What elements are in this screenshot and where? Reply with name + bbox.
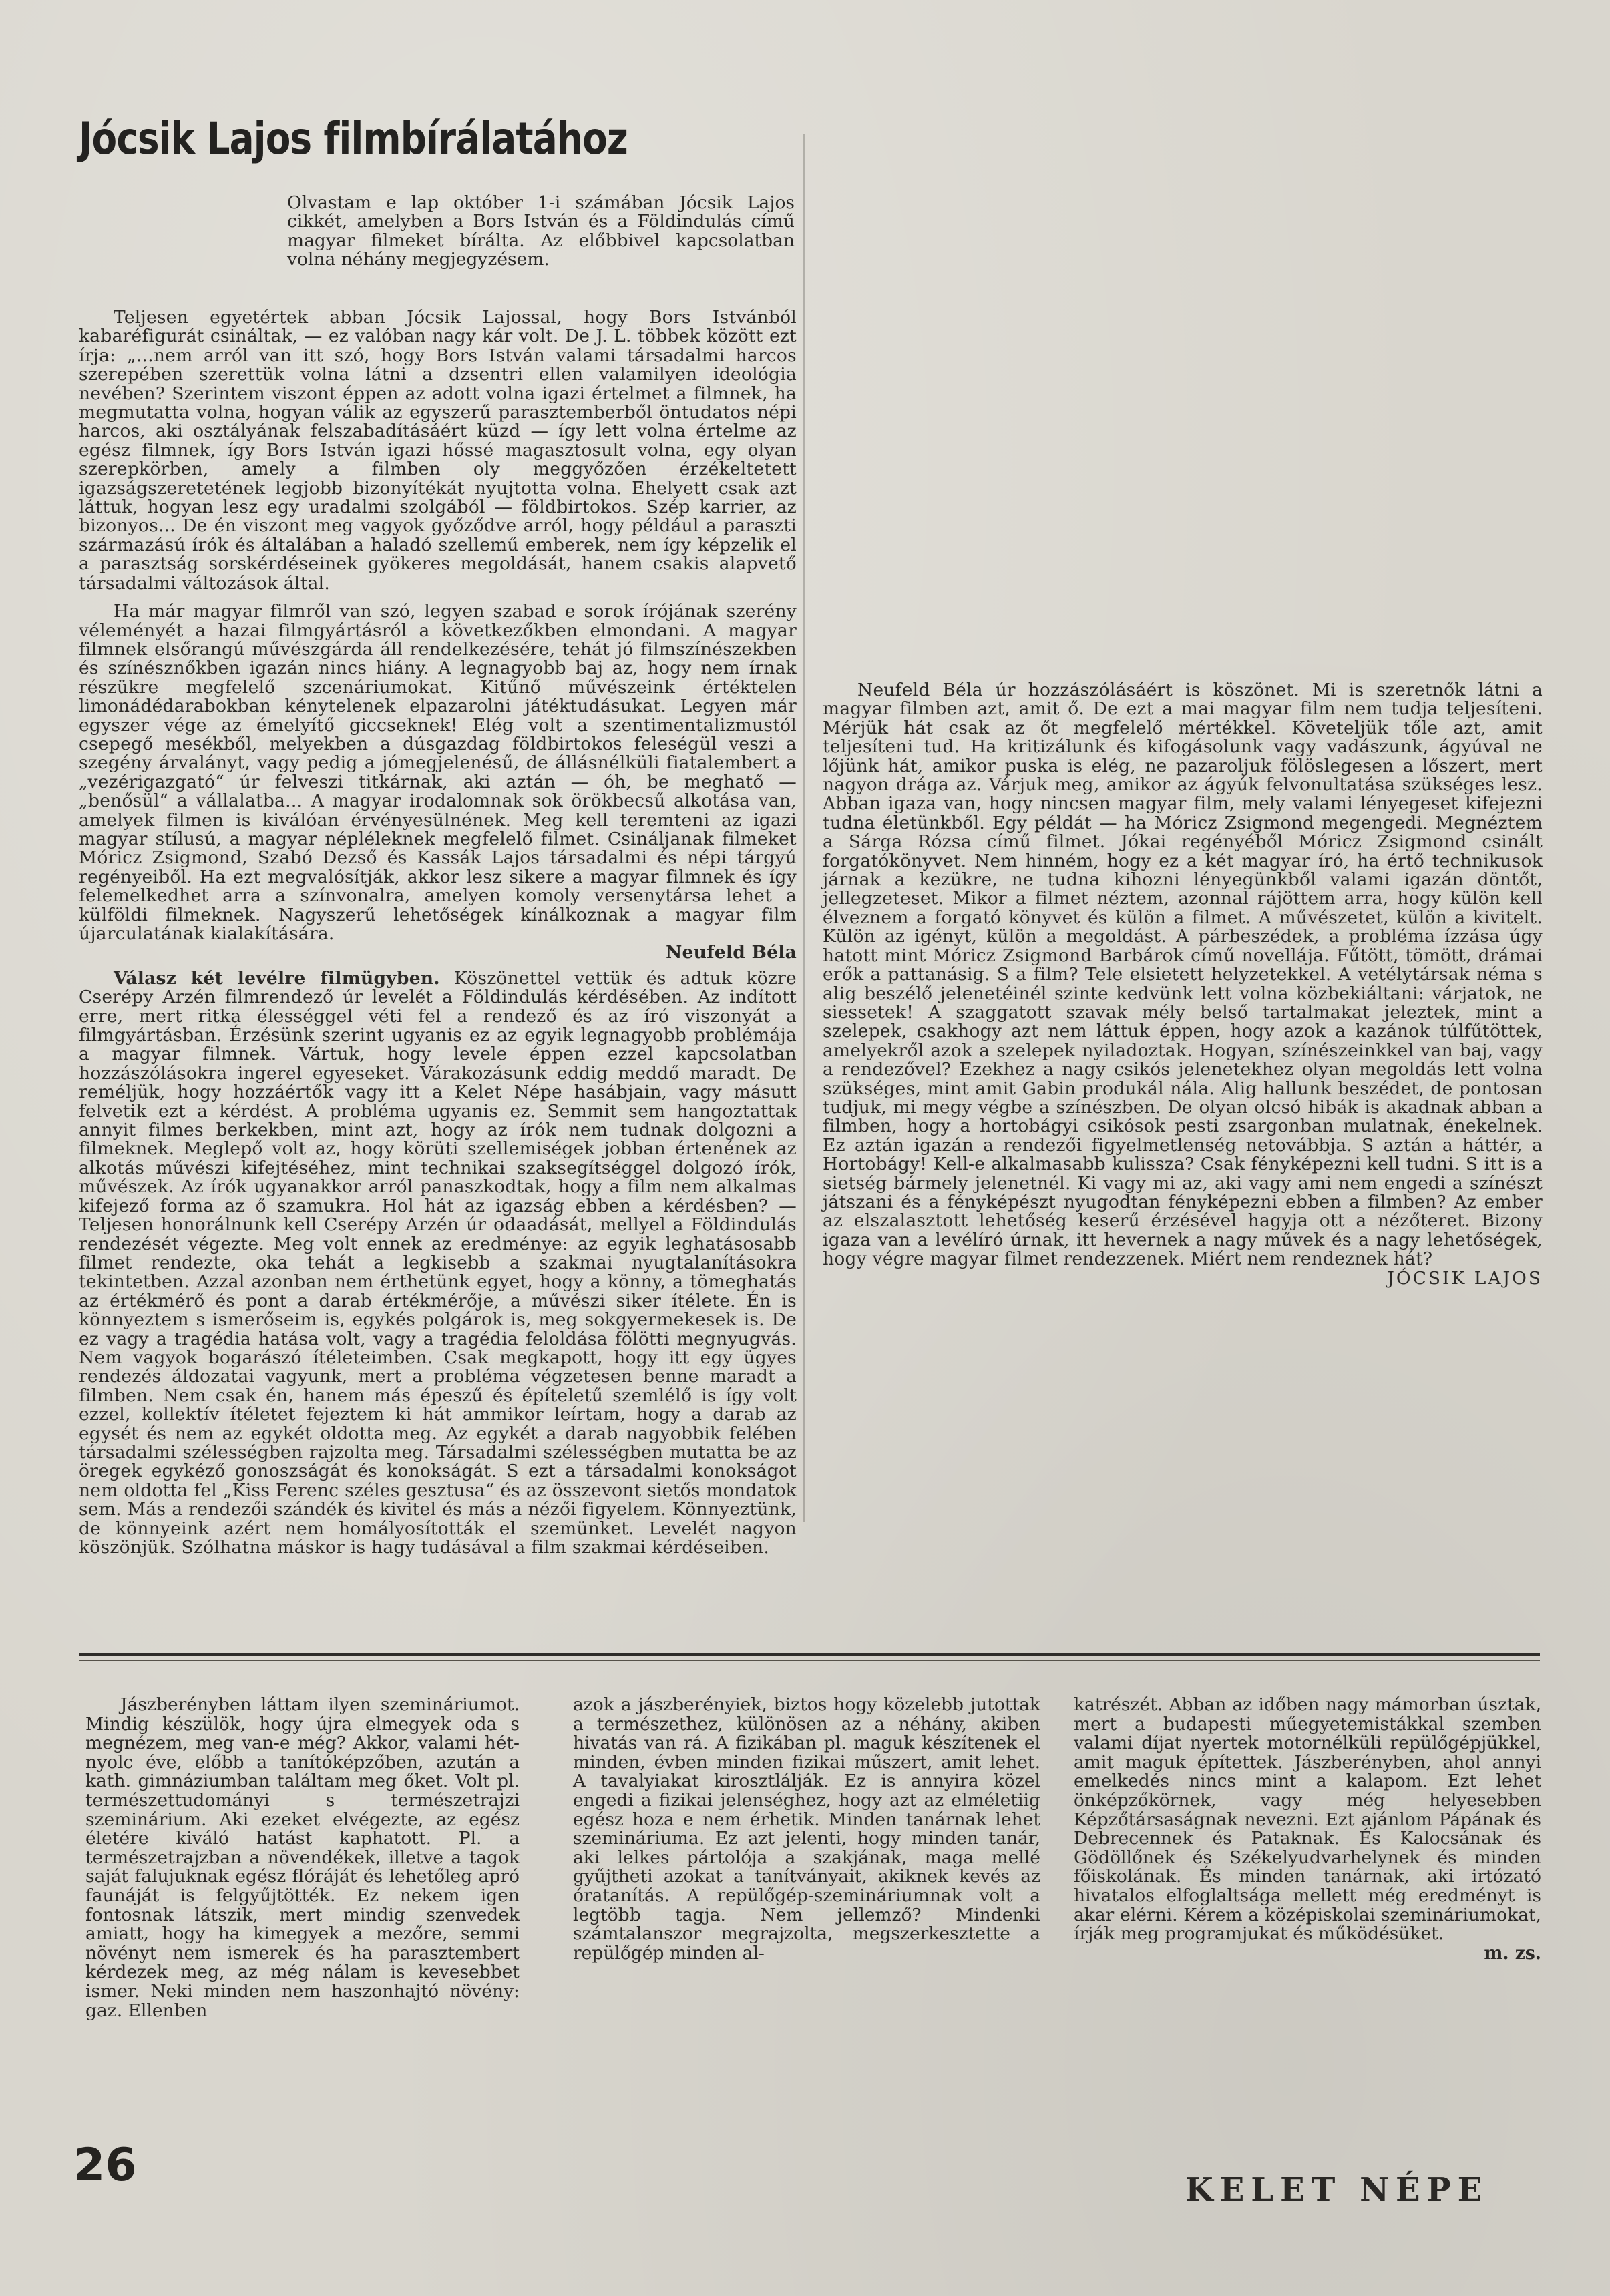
page-number: 26 bbox=[73, 2139, 137, 2192]
bottom-signature: m. zs. bbox=[1484, 1942, 1541, 1964]
bottom-text-3: katrészét. Abban az időben nagy mámorban úsztak, mert a budapesti műegyetemistákkal szemben valami díjat nyertek motornélküli repülőgépjükkel, amit maguk építettek. Jászberényben, ahol annyi emelkedés nincs mint a kalapom. Ezt lehet önképzőkörnek, vagy még helyesebben Képzőtársaságnak nevezni. Ezt ajánlom Pápának és Debrecennek és Pataknak. És Kalocsának és Gödöllőnek és Székelyudvarhelynek és minden főiskolának. És minden tanárnak, aki irtózató hivatalos elfoglaltsága mellett még eredményt is akar elérni. Kérem a középiskolai szemináriumokat, írják meg programjukat és működésüket. bbox=[1074, 1694, 1541, 1945]
footer-title: KELET NÉPE bbox=[1185, 2171, 1489, 2209]
column-divider bbox=[803, 134, 805, 1522]
right-paragraph-1: Neufeld Béla úr hozzászólásáért is köszönet. Mi is szeretnők látni a magyar filmben azt, amit ő. De ezt a mai magyar film nem tudja teljesíteni. Mérjük hát csak az őt megfelelő mértékkel. Követeljük tőle azt, amit teljesíteni tud. Ha kritizálunk és kifogásolunk vagy vadászunk, ágyúval ne lőjünk hát, amikor puska is elég, ne pazaroljuk fölöslegesen a lőszert, mert nagyon drága az. Várjuk meg, amikor az ágyúk felvonultatása szükséges lesz. Abban igaza van, hogy nincsen magyar film, mely valami lényegeset kifejezni tudna életünkből. Egy példát — ha Móricz Zsigmond megengedi. Megnéztem a Sárga Rózsa című filmet. Jókai regényéből Móricz Zsigmond csinált forgatókönyvet. Nem hinném, hogy ez a két magyar író, ha értő technikusok járnak a kezükre, ne tudna kihozni lényegünkből valami igazán döntőt, jellegzeteset. Mikor a filmet néztem, azonnal rájöttem arra, hogy külön kell élveznem a forgató könyvet és külön a filmet. A művészetet, külön a kivitelt. Külön az igényt, külön a megoldást. A párbeszédek, a probléma ízzása úgy hatott mint Móricz Zsigmond Barbárok című novellája. Fűtött, tömött, drámai erők a pattanásig. S a film? Tele elsietett helyzetekkel. A vetélytársak néma s alig beszélő jelenetéinél szinte kedvünk lett volna közbekiáltani: várjatok, ne siessetek! A szaggatott szavak mély belső tartalmakat jeleztek, mint a szelepek, csakhogy azt nem láttuk éppen, hogy azok a kazánok túlfűtöttek, amelyekről azok a szelepek nyiladoztak. Hogyan, színészeinkkel van baj, vagy a rendezővel? Ezekhez a nagy csikós jelenetekhez olyan megoldás lett volna szükséges, mint amit Gabin produkál nála. Alig hallunk beszédet, de pontosan tudjuk, mi megy végbe a színészben. De olyan olcsó hibák is akadnak abban a filmben, hogy a hortobágyi csikósok pesti zsargonban mulatnak, énekelnek. Ez aztán igazán a rendezői figyelmetlenség netovábbja. S aztán a háttér, a Hortobágy! Kell-e alkalmasabb kulissza? Csak fényképezni kell tudni. S itt is a sietség bármely jelenetnél. Ki vagy mi az, aki vagy ami nem engedi a színészt játszani és a fényképészt nyugodtan fényképezni ebben a filmben? Az ember az elszalasztott lehetőség keserű érzésével hagyja ott a nézőteret. Bizony igaza van a levélíró úrnak, itt hevernek a nagy művek és a nagy lehetőségek, hogy végre magyar filmet rendezzenek. Miért nem rendeznek hát? bbox=[823, 680, 1543, 1270]
signature-neufeld: Neufeld Béla bbox=[666, 942, 797, 963]
signature-jocsik: JÓCSIK LAJOS bbox=[1387, 1267, 1543, 1289]
reply-paragraph bbox=[79, 969, 797, 1558]
right-column bbox=[823, 681, 1543, 1288]
reply-text: Köszönettel vettük és adtuk közre Cserépy Arzén filmrendező úr levelét a Földindulás kérdésében. Az indított erre, mert ritka élességgel véti fel a rendező és az író viszonyát a filmgyártásban. Érzésünk szerint ugyanis ez az egyik legnagyobb problémája a magyar filmnek. Vártuk, hogy levele éppen ezzel kapcsolatban hozzászólásokra ingerel egyeseket. Várakozásunk eddig meddő maradt. De reméljük, hogy hozzáértők vagy itt a Kelet Népe hasábjain, vagy másutt felvetik ezt a kérdést. A probléma ugyanis ez. Semmit sem hangoztattak annyit filmes berkekben, mint azt, hogy az írók nem tudnak dolgozni a filmeknek. Meglepő volt az, hogy körüti szellemiségek jobban értenének az alkotás művészi kifejtéséhez, mint technikai szaksegítséggel dolgozó írók, művészek. Az írók ugyanakkor arról panaszkodtak, hogy a film nem alkalmas kifejező forma az ő szamukra. Hol hát az igazság ebben a kérdésben? — Teljesen honorálnunk kell Cserépy Arzén úr odaadását, mellyel a Földindulás rendezését végezte. Meg volt ennek az eredménye: az egyik leghatásosabb filmet rendezte, oka tehát a legkisebb a szakmai nyugtalanításokra tekintetben. Azzal azonban nem érthetünk egyet, hogy a könny, a tömeghatás az értékmérő és pont a darab értékmérője, a művészi siker ítélete. Én is könnyeztem s ismerőseim is, egykés polgárok is, meg sokgyermekesek is. De ez vagy a tragédia hatása volt, vagy a tragédia feloldása fölötti megnyugvás. Nem vagyok bogarászó ítéleteimben. Csak megkapott, hogy itt egy ügyes rendezés áldozatai vagyunk, mert a probléma végzetesen benne maradt a filmben. Nem csak én, hanem más épeszű és építeletű szemlélő is így volt ezzel, kollektív ítéletet fejeztem ki hát ammikor leírtam, hogy a darab az egysét és nem az egykét oldotta meg. Az egykét a darab nagyobbik felében társadalmi szélességben rajzolta meg. Társadalmi szélességben mutatta be az öregek egykéző gonoszságát és konokságát. S ezt a társadalmi konokságot nem oldotta fel „Kiss Ferenc széles gesztusa“ és az összevont sietős mondatok sem. Más a rendezői szándék és kivitel és más a nézői figyelem. Könnyeztünk, de könnyeink azért nem homályosították el szemünket. Levelét nagyon köszönjük. Szólhatna máskor is hagy tudásával a film szakmai kérdéseiben. bbox=[79, 967, 797, 1558]
bottom-column-3 bbox=[1074, 1696, 1541, 1963]
article-title: Jócsik Lajos filmbírálatához bbox=[79, 113, 628, 164]
bottom-column-2 bbox=[573, 1696, 1040, 1963]
left-paragraph-2: Ha már magyar filmről van szó, legyen szabad e sorok írójának szerény véleményét a hazai filmgyártásról a következőkben elmondani. A magyar filmnek elsőrangú művészgárda áll rendelkezésére, tehát jó filmszínészekben és színésznőkben igazán nincs hiány. A legnagyobb baj az, hogy nem írnak részükre megfelelő szcenáriumokat. Kitűnő művészeink értéktelen limonádédarabokban kénytelenek elpazarolni játéktudásukat. Legyen már egyszer vége az émelyítő giccseknek! Elég volt a szentimentalizmustól csepegő mesékből, melyekben a dúsgazdag földbirtokos feleségül veszi a szegény árvalányt, vagy pedig a jómegjelenésű, de állásnélküli fiatalembert a „vezérigazgató“ úr felveszi titkárnak, aki aztán — óh, be meghatő — „benősül“ a vállalatba... A magyar irodalomnak sok örökbecsű alkotása van, amelyek filmen is kiválóan érvényesülnének. Meg kell teremteni az igazi magyar stílusú, a magyar népléleknek megfelelő filmet. Csináljanak filmeket Móricz Zsigmond, Szabó Dezső és Kassák Lajos társadalmi és népi tárgyú regényeiből. Ha ezt megvalósítják, akkor lesz sikere a magyar filmnek és így felemelkedhet arra a színvonalra, amelyen komoly versenytársa lehet a külföldi filmeknek. Nagyszerű lehetőségek kínálkoznak a magyar film újarculatának kialakítására. bbox=[79, 601, 797, 944]
section-divider-thin bbox=[79, 1660, 1540, 1661]
left-paragraph-1: Teljesen egyetértek abban Jócsik Lajossal, hogy Bors Istvánból kabaréfigurát csináltak, — ez valóban nagy kár volt. De J. L. többek között ezt írja: „...nem arról van itt szó, hogy Bors István valami társadalmi harcos szerepében szerettük volna látni a dzsentri ellen valamilyen ideológia nevében? Szerintem viszont éppen az adott volna igazi értelmet a filmnek, ha megmutatta volna, hogyan válik az egyszerű parasztemberből öntudatos népi harcos, aki osztályának felszabadításáért küzd — így lett volna értelme az egész filmnek, így Bors István igazi hőssé magasztosult volna, egy olyan szerepkörben, amely a filmben oly meggyőzően érzékeltetett igazságszeretetének legjobb bizonyítékát nyujtotta volna. Ehelyett csak azt láttuk, hogyan lesz egy uradalmi szolgából — földbirtokos. Szép karrier, az bizonyos... De én viszont meg vagyok győződve arról, hogy például a paraszti származású írók és általában a haladó szellemű emberek, nem így képzelik el a parasztság sorskérdéseinek gyökeres megoldását, hanem csakis alapvető társadalmi változások által. bbox=[79, 307, 797, 594]
bottom-column-1 bbox=[85, 1696, 520, 2020]
left-column bbox=[79, 308, 797, 1557]
article-intro: Olvastam e lap október 1-i számában Jócsik Lajos cikkét, amelyben a Bors István és a Földindulás című magyar filmeket bírálta. Az előbbivel kapcsolatban volna néhány megjegyzésem. bbox=[287, 192, 795, 270]
reply-heading: Válasz két levélre filmügyben. bbox=[114, 967, 440, 989]
bottom-text-2: azok a jászberényiek, biztos hogy közelebb jutottak a természethez, különösen az a néhány, akiben hivatás van rá. A fizikában pl. maguk készítenek el minden, évben minden fizikai műszert, amit lehet. A tavalyiakat kirosztlálják. Ez is annyira közel engedi a fizikai jelenséghez, hogy azt az elméletiig egész hoza e nem érhetik. Minden tanárnak lehet szemináriuma. Ez azt jelenti, hogy minden tanár, aki lelkes pártolója a szakjának, maga mellé gyűjtheti azokat a tanítványait, akiknek kevés az óratanítás. A repülőgép-szemináriumnak volt a legtöbb tagja. Nem jellemző? Mindenki számtalanszor megrajzolta, megszerkesztette a repülőgép minden al- bbox=[573, 1694, 1040, 1964]
bottom-text-1: Jászberényben láttam ilyen szemináriumot. Mindig készülök, hogy újra elmegyek oda s megnézem, meg van-e még? Akkor, valami hét-nyolc éve, előbb a tanítóképzőben, azután a kath. gimnáziumban találtam meg őket. Volt pl. természettudományi s természetrajzi szeminárium. Aki ezeket elvégezte, az egész életére kiváló hatást kaphatott. Pl. a természetrajzban a növendékek, illetve a tagok saját falujuknak egész flóráját és lehetőleg apró faunáját is felgyűjtötték. Ez nekem igen fontosnak látszik, mert mindig szenvedek amiatt, hogy ha kimegyek a mezőre, semmi növényt nem ismerek és ha parasztembert kérdezek meg, az még nálam is kevesebbet ismer. Neki minden nem haszonhajtó növény: gaz. Ellenben bbox=[85, 1694, 520, 2021]
section-divider bbox=[79, 1653, 1540, 1656]
